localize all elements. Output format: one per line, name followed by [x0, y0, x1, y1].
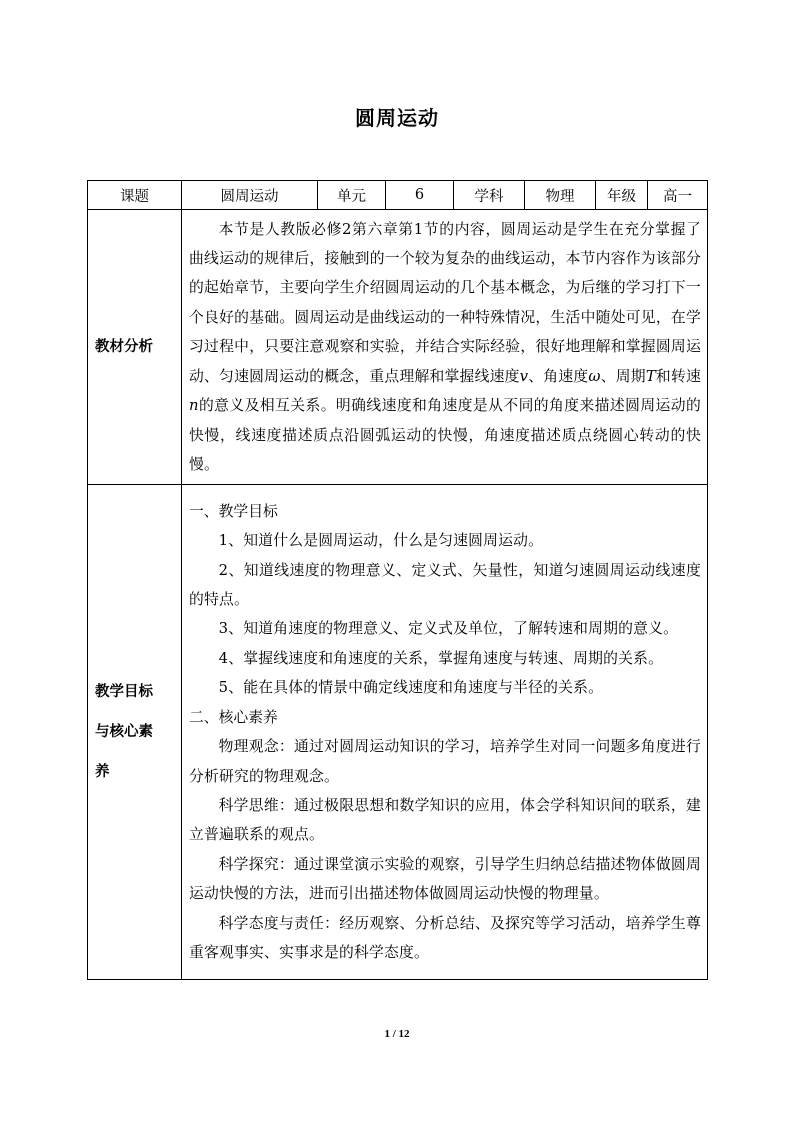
objectives-label-line1: 教学目标 — [95, 683, 153, 700]
symbol-n: n — [189, 397, 199, 415]
grade-label: 年级 — [596, 181, 648, 210]
analysis-text-part1: 本节是人教版必修2第六章第1节的内容，圆周运动是学生在充分掌握了曲线运动的规律后，接触到的一个较为复杂的曲线运动，本节内容作为该部分的起始章节，主要向学生介绍圆周运动的几个基本概念，为后继的学习打下一个良好的基础。圆周运动是曲线运动的一种特殊情况，生活中随处可见，在学习过程中，只要注意观察和实验，并结合实际经验，很好地理解和掌握圆周运动、匀速圆周运动的概念，重点理解和掌握线速度 — [189, 220, 701, 385]
textbook-analysis-content — [182, 210, 708, 485]
goal-item: 4、掌握线速度和角速度的关系，掌握角速度与转速、周期的关系。 — [218, 649, 664, 667]
analysis-sep3: 和转速 — [655, 367, 701, 385]
literacy-item: 科学探究：通过课堂演示实验的观察，引导学生归纳总结描述物体做圆周运动快慢的方法，进而引出描述物体做圆周运动快慢的物理量。 — [189, 855, 701, 903]
objectives-content — [182, 485, 708, 980]
symbol-v: v — [519, 367, 529, 385]
analysis-text-part2: 的意义及相互关系。明确线速度和角速度是从不同的角度来描述圆周运动的快慢，线速度描述质点沿圆弧运动的快慢，角速度描述质点绕圆心转动的快慢。 — [189, 397, 701, 473]
analysis-sep1: 、角速度 — [528, 367, 589, 385]
objectives-label — [88, 485, 182, 980]
page-number: 1 / 12 — [384, 1028, 410, 1040]
subject-value: 物理 — [525, 181, 596, 210]
textbook-analysis-row — [88, 210, 708, 485]
document-title: 圆周运动 — [355, 106, 439, 130]
grade-value: 高一 — [648, 181, 708, 210]
goal-item: 1、知道什么是圆周运动，什么是匀速圆周运动。 — [218, 532, 544, 550]
topic-value: 圆周运动 — [182, 181, 318, 210]
objectives-row — [88, 485, 708, 980]
topic-label: 课题 — [88, 181, 182, 210]
objectives-label-line2: 与核心素 — [95, 723, 153, 740]
symbol-omega: ω — [588, 367, 601, 385]
literacy-item: 科学态度与责任：经历观察、分析总结、及探究等学习活动，培养学生尊重客观事实、实事求是的科学态度。 — [189, 914, 701, 962]
goal-item: 2、知道线速度的物理意义、定义式、矢量性，知道匀速圆周运动线速度的特点。 — [189, 561, 701, 608]
lesson-plan-table — [87, 180, 708, 980]
unit-value: 6 — [386, 181, 454, 210]
header-row — [88, 181, 708, 210]
literacy-item: 科学思维：通过极限思想和数学知识的应用，体会学科知识间的联系，建立普遍联系的观点。 — [189, 797, 701, 844]
symbol-t: T — [645, 367, 656, 385]
goal-item: 5、能在具体的情景中确定线速度和角速度与半径的关系。 — [218, 679, 604, 697]
literacy-item: 物理观念：通过对圆周运动知识的学习，培养学生对同一问题多角度进行分析研究的物理观念。 — [189, 738, 701, 785]
analysis-sep2: 、周期 — [600, 367, 646, 385]
textbook-analysis-paragraph — [189, 215, 701, 480]
section-heading-goals: 一、教学目标 — [189, 502, 278, 520]
subject-label: 学科 — [454, 181, 525, 210]
objectives-label-line3: 养 — [95, 763, 110, 780]
section-heading-literacy: 二、核心素养 — [189, 708, 278, 726]
goal-item: 3、知道角速度的物理意义、定义式及单位，了解转速和周期的意义。 — [218, 620, 679, 638]
unit-label: 单元 — [318, 181, 386, 210]
textbook-analysis-label: 教材分析 — [88, 210, 182, 485]
